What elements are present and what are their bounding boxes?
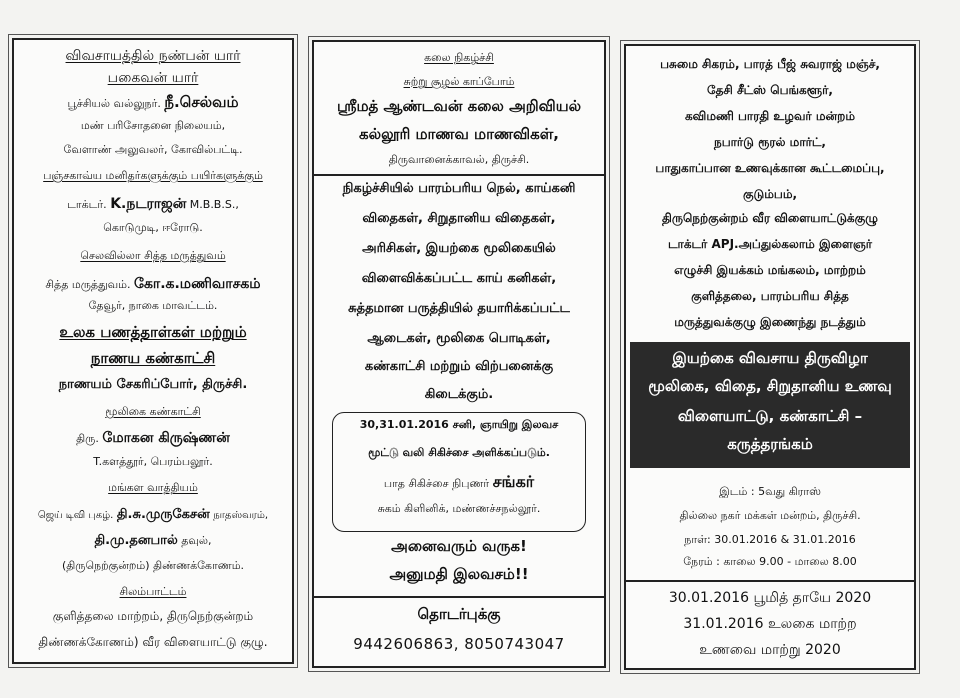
festival-title-2: மூலிகை, விதை, சிறுதானிய உணவு xyxy=(648,377,892,395)
organizer-line-10: குளித்தலை, பாரம்பரிய சித்த xyxy=(691,289,849,303)
left-speaker-6 xyxy=(14,534,292,549)
left-line-23: குளித்தலை மாற்றம், திருநெற்குன்றம் xyxy=(52,609,254,623)
left-line-24: திண்ணக்கோணம்) வீர விளையாட்டு குழு. xyxy=(38,635,268,649)
left-section-silambam: சிலம்பாட்டம் xyxy=(119,585,187,598)
organizer-line-6: குடும்பம், xyxy=(742,187,798,201)
middle-body-6: ஆடைகள், மூலிகை பொடிகள், xyxy=(367,331,551,346)
left-line-8: கொடுமுடி, ஈரோடு. xyxy=(103,221,203,234)
left-line-11: தேவூர், நாகை மாவட்டம். xyxy=(88,299,218,312)
venue-line-1: இடம் : 5வது கிராஸ் xyxy=(719,485,821,498)
left-instrument: தவுல், xyxy=(181,534,212,547)
left-title-prefix: திரு. xyxy=(76,432,99,445)
slogan-line-1: 30.01.2016 பூமித் தாயே 2020 xyxy=(668,590,872,606)
left-section-mangala: மங்கள வாத்தியம் xyxy=(108,481,198,494)
middle-body-1: நிகழ்ச்சியில் பாரம்பரிய நெல், காய்கனி xyxy=(342,181,576,196)
middle-heading-2: சுற்று சூழல் காப்போம் xyxy=(403,75,515,88)
therapy-box xyxy=(332,412,586,532)
left-speaker-name: மோகன கிருஷ்ணன் xyxy=(102,430,230,446)
left-line-5: வேளாண் அலுவலர், கோவில்பட்டி. xyxy=(63,143,243,156)
left-speaker-2 xyxy=(14,196,292,212)
left-instrument: நாதஸ்வரம், xyxy=(213,510,269,521)
middle-body-5: சுத்தமான பருத்தியில் தயாரிக்கப்பட்ட xyxy=(348,301,570,316)
middle-heading-1: கலை நிகழ்ச்சி xyxy=(424,51,494,64)
middle-body-4: விளைவிக்கப்பட்ட காய் கனிகள், xyxy=(361,271,557,286)
festival-title-3: விளையாட்டு, கண்காட்சி – xyxy=(677,407,863,425)
left-speaker-5 xyxy=(8,508,298,523)
therapy-specialist-name: சங்கர் xyxy=(492,472,535,491)
festival-title-box xyxy=(630,342,910,468)
middle-body-2: விதைகள், சிறுதானிய விதைகள், xyxy=(362,211,556,226)
event-time: நேரம் : காலை 9.00 - மாலை 8.00 xyxy=(683,555,857,568)
left-speaker-name: கோ.க.மணிவாசகம் xyxy=(134,276,261,292)
middle-college-place: திருவானைக்காவல், திருச்சி. xyxy=(388,153,530,166)
organizer-line-9: எழுச்சி இயக்கம் மங்கலம், மாற்றம் xyxy=(674,263,866,277)
contact-label: தொடர்புக்கு xyxy=(417,605,501,623)
left-currency-heading-2: நாணய கண்காட்சி xyxy=(90,349,216,367)
middle-body-3: அரிசிகள், இயற்கை மூலிகையில் xyxy=(362,241,556,256)
welcome-line: அனைவரும் வருக! xyxy=(391,537,527,555)
slogan-line-2: 31.01.2016 உலகை மாற்ற xyxy=(683,616,857,632)
left-panel xyxy=(12,38,294,664)
therapy-specialist-title: பாத சிகிச்சை நிபுணர் xyxy=(383,477,490,490)
middle-panel xyxy=(312,40,606,668)
left-speaker-4 xyxy=(14,430,292,446)
organizer-line-7: திருநெற்குன்றம் வீர விளையாட்டுக்குழு xyxy=(662,211,878,225)
left-line-14: நாணயம் சேகரிப்போர், திருச்சி. xyxy=(58,377,248,392)
organizer-line-1: பசுமை சிகரம், பாரத் பீஜ் சுவராஜ் மஞ்ச், xyxy=(660,57,880,71)
left-line-21: (திருநெற்குன்றம்) திண்ணக்கோணம். xyxy=(61,559,245,572)
organizer-line-8: டாக்டர் APJ.அப்துல்கலாம் இளைஞர் xyxy=(668,237,872,251)
left-speaker-name: K.நடராஜன் xyxy=(110,196,187,212)
organizer-line-2: தேசி சீட்ஸ் பெங்களூர், xyxy=(707,83,833,97)
middle-college-1: ஸ்ரீமத் ஆண்டவன் கலை அறிவியல் xyxy=(336,97,582,115)
left-heading-2: பகைவன் யார் xyxy=(107,70,199,86)
left-section-siddha: செலவில்லா சித்த மருத்துவம் xyxy=(80,249,226,262)
event-date: நாள்: 30.01.2016 & 31.01.2016 xyxy=(684,533,856,546)
middle-divider-2 xyxy=(314,596,604,598)
middle-body-7: கண்காட்சி மற்றும் விற்பனைக்கு xyxy=(364,359,554,374)
therapy-line-2: மூட்டு வலி சிகிச்சை அளிக்கப்படும். xyxy=(368,446,550,459)
left-heading-1: விவசாயத்தில் நண்பன் யார் xyxy=(65,48,241,64)
contact-phones: 9442606863, 8050743047 xyxy=(353,635,565,653)
left-title-prefix: டாக்டர். xyxy=(67,198,107,211)
left-title-prefix: ஜெய் டிவி புகழ். xyxy=(37,510,114,521)
organizer-line-5: பாதுகாப்பான உணவுக்கான கூட்டமைப்பு, xyxy=(655,161,885,175)
left-currency-heading-1: உலக பணத்தாள்கள் மற்றும் xyxy=(59,323,247,341)
organizer-line-4: நபார்டு ரூரல் மார்ட், xyxy=(714,135,826,149)
organizer-line-11: மருத்துவக்குழு இணைந்து நடத்தும் xyxy=(674,315,866,329)
left-speaker-name: தி.சு.முருகேசன் xyxy=(116,507,210,522)
right-panel xyxy=(624,44,916,670)
left-speaker-name: தி.மு.தனபால் xyxy=(94,533,178,548)
left-speaker-1 xyxy=(14,94,292,111)
therapy-line-3 xyxy=(333,473,585,491)
left-section-panchakavya: பஞ்சகாவ்ய மனிதர்களுக்கும் பயிர்களுக்கும் xyxy=(43,169,263,182)
left-speaker-3 xyxy=(14,276,292,292)
middle-college-2: கல்லூரி மாணவ மாணவிகள், xyxy=(359,125,559,143)
left-line-17: T.களத்தூர், பெரம்பலூர். xyxy=(93,455,213,468)
organizer-line-3: கவிமணி பாரதி உழவர் மன்றம் xyxy=(684,109,855,123)
middle-divider-1 xyxy=(314,174,604,176)
right-divider xyxy=(626,580,914,582)
free-entry-line: அனுமதி இலவசம்!! xyxy=(389,565,529,583)
therapy-line-4: சுகம் கிளினிக், மண்ணச்சநல்லூர். xyxy=(377,502,541,515)
therapy-line-1: 30,31.01.2016 சனி, ஞாயிறு இலவச xyxy=(359,418,559,431)
festival-title-1: இயற்கை விவசாய திருவிழா xyxy=(672,349,868,367)
left-line-4: மண் பரிசோதனை நிலையம், xyxy=(80,119,226,132)
slogan-line-3: உணவை மாற்று 2020 xyxy=(699,642,841,658)
middle-body-8: கிடைக்கும். xyxy=(424,387,494,402)
left-section-herbal: மூலிகை கண்காட்சி xyxy=(105,405,201,418)
left-title-prefix: பூச்சியல் வல்லுநர். xyxy=(67,97,161,110)
festival-title-4: கருத்தரங்கம் xyxy=(727,435,813,453)
left-speaker-name: நீ.செல்வம் xyxy=(164,93,239,111)
left-title-prefix: சித்த மருத்துவம். xyxy=(45,278,131,291)
venue-line-2: தில்லை நகர் மக்கள் மன்றம், திருச்சி. xyxy=(679,509,861,522)
left-degree: M.B.B.S., xyxy=(189,198,239,211)
